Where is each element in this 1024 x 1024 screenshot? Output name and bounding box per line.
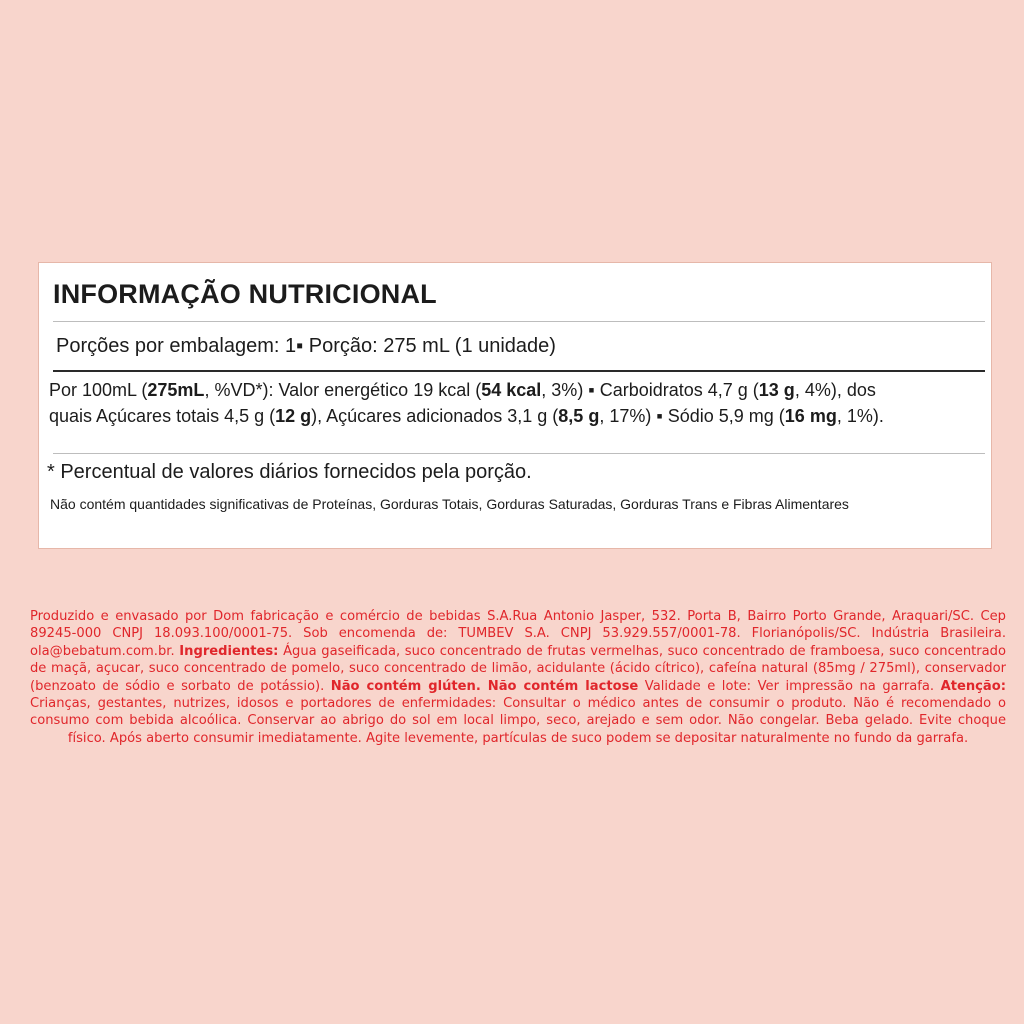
daily-value-footnote: * Percentual de valores diários fornecidos pela porção. [47, 461, 532, 483]
portions-divider [53, 370, 985, 372]
per-100ml-values: Por 100mL (275mL, %VD*): Valor energético 19 kcal (54 kcal, 3%) ▪ Carboidratos 4,7 g (13 g, 4%), dos quais Açúcares totais 4,5 g (12 g), Açúcares adicionados 3,1 g (8,5 g, 17%) ▪ Sódio 5,9 mg (16 mg, 1%). [49, 380, 884, 426]
title-divider [53, 321, 985, 322]
manufacturer-legal-text: Produzido e envasado por Dom fabricação e comércio de bebidas S.A.Rua Antonio Jasper, 532. Porta B, Bairro Porto Grande, Araquari/SC. Cep 89245-000 CNPJ 18.093.100/0001-75. Sob encomenda de: TUMBEV S.A. CNPJ 53.929.557/0001-78. Florianópolis/SC. Indústria Brasileira. ola@bebatum.com.br. Ingredientes: Água gaseificada, suco concentrado de frutas vermelhas, suco concentrado de framboesa, suco concentrado de maçã, açucar, suco concentrado de pomelo, suco concentrado de limão, acidulante (ácido cítrico), cafeína natural (85mg / 275ml), conservador (benzoato de sódio e sorbato de potássio). Não contém glúten. Não contém lactose Validade e lote: Ver impressão na garrafa. Atenção: Crianças, gestantes, nutrizes, idosos e portadores de enfermidades: Consultar o médico antes de consumir o produto. Não é recomendado o consumo com bebida alcoólica. Conservar ao abrigo do sol em local limpo, seco, arejado e sem odor. Não congelar. Beba gelado. Evite choque físico. Após aberto consumir imediatamente. Agite levemente, partículas de suco podem se depositar naturalmente no fundo da garrafa. [30, 609, 1006, 746]
nutrition-facts-table [38, 262, 992, 549]
values-divider [53, 453, 985, 454]
nutrition-title: INFORMAÇÃO NUTRICIONAL [53, 279, 437, 309]
portions-line: Porções por embalagem: 1▪ Porção: 275 mL (1 unidade) [56, 335, 556, 357]
not-significant-note: Não contém quantidades significativas de Proteínas, Gorduras Totais, Gorduras Saturadas, Gorduras Trans e Fibras Alimentares [50, 496, 849, 512]
